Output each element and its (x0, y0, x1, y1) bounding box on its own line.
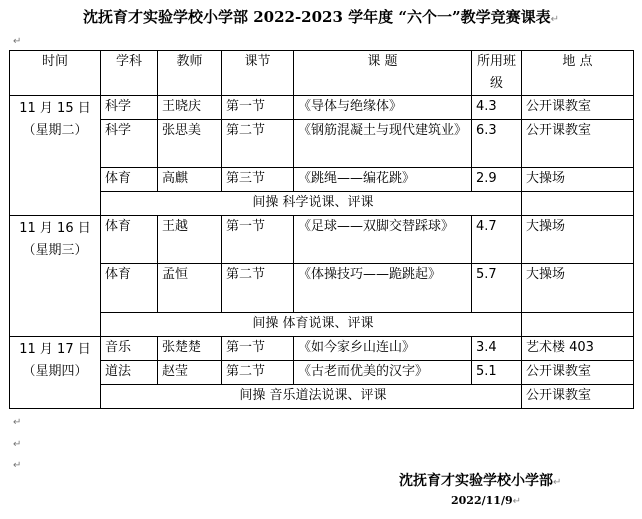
teacher-cell: 张楚楚 (158, 337, 222, 361)
header-subject: 学科 (101, 51, 158, 96)
class-cell: 5.7 (472, 264, 522, 313)
paragraph-mark-icon: ↵ (13, 417, 22, 428)
header-row (10, 51, 634, 96)
class-cell: 3.4 (472, 337, 522, 361)
teacher-cell: 王晓庆 (158, 96, 222, 120)
class-cell: 5.1 (472, 361, 522, 385)
paragraph-mark-icon: ↵ (550, 14, 560, 25)
table-row (10, 361, 634, 385)
subject-cell: 道法 (101, 361, 158, 385)
weekday-text: （星期四） (22, 364, 88, 379)
teacher-cell: 高麒 (158, 168, 222, 192)
interval-row (10, 192, 634, 216)
weekday-text: （星期三） (22, 243, 88, 258)
interval-place-cell (522, 192, 634, 216)
topic-cell: 《体操技巧——跪跳起》 (294, 264, 472, 313)
period-cell: 第二节 (222, 120, 294, 168)
place-cell: 公开课教室 (522, 96, 634, 120)
interval-row (10, 313, 634, 337)
topic-cell: 《钢筋混凝土与现代建筑业》 (294, 120, 472, 168)
interval-place-cell: 公开课教室 (522, 385, 634, 409)
topic-cell: 《导体与绝缘体》 (294, 96, 472, 120)
place-cell: 大操场 (522, 216, 634, 264)
place-cell: 公开课教室 (522, 120, 634, 168)
page-title (0, 6, 642, 27)
subject-cell: 科学 (101, 120, 158, 168)
footer-organization (399, 470, 561, 490)
interval-cell: 间操 科学说课、评课 (101, 192, 522, 216)
date-cell (10, 337, 101, 409)
footer-date-text: 2022/11/9 (451, 494, 513, 507)
place-cell: 艺术楼 403 (522, 337, 634, 361)
date-text: 11 月 15 日 (19, 101, 91, 116)
period-cell: 第三节 (222, 168, 294, 192)
date-cell (10, 96, 101, 216)
date-text: 11 月 17 日 (19, 342, 91, 357)
table-row (10, 120, 634, 168)
table-row (10, 96, 634, 120)
date-cell (10, 216, 101, 337)
schedule-table (9, 50, 634, 409)
interval-place-cell (522, 313, 634, 337)
subject-cell: 科学 (101, 96, 158, 120)
teacher-cell: 张思美 (158, 120, 222, 168)
subject-cell: 体育 (101, 168, 158, 192)
class-cell: 4.7 (472, 216, 522, 264)
header-time: 时间 (10, 51, 101, 96)
paragraph-mark-icon: ↵ (13, 439, 22, 450)
period-cell: 第二节 (222, 361, 294, 385)
page-title-text: 沈抚育才实验学校小学部 2022-2023 学年度 “六个一”教学竞赛课表 (82, 8, 551, 26)
weekday-text: （星期二） (22, 123, 88, 138)
interval-cell: 间操 体育说课、评课 (101, 313, 522, 337)
teacher-cell: 孟恒 (158, 264, 222, 313)
place-cell: 大操场 (522, 264, 634, 313)
footer-organization-text: 沈抚育才实验学校小学部 (399, 473, 553, 489)
header-place: 地 点 (522, 51, 634, 96)
topic-cell: 《古老而优美的汉字》 (294, 361, 472, 385)
header-class: 所用班级 (472, 51, 522, 96)
interval-cell: 间操 音乐道法说课、评课 (101, 385, 522, 409)
class-cell: 4.3 (472, 96, 522, 120)
table-row (10, 168, 634, 192)
paragraph-mark-icon: ↵ (553, 477, 562, 488)
table-row (10, 264, 634, 313)
paragraph-mark-icon: ↵ (13, 460, 22, 471)
header-teacher: 教师 (158, 51, 222, 96)
period-cell: 第二节 (222, 264, 294, 313)
date-text: 11 月 16 日 (19, 221, 91, 236)
class-cell: 6.3 (472, 120, 522, 168)
topic-cell: 《足球——双脚交替踩球》 (294, 216, 472, 264)
footer-date (451, 494, 521, 507)
period-cell: 第一节 (222, 216, 294, 264)
topic-cell: 《跳绳——编花跳》 (294, 168, 472, 192)
place-cell: 大操场 (522, 168, 634, 192)
teacher-cell: 赵莹 (158, 361, 222, 385)
header-period: 课节 (222, 51, 294, 96)
paragraph-mark-icon: ↵ (13, 36, 22, 47)
subject-cell: 音乐 (101, 337, 158, 361)
subject-cell: 体育 (101, 264, 158, 313)
table-row (10, 216, 634, 264)
period-cell: 第一节 (222, 96, 294, 120)
class-cell: 2.9 (472, 168, 522, 192)
period-cell: 第一节 (222, 337, 294, 361)
subject-cell: 体育 (101, 216, 158, 264)
table-row (10, 337, 634, 361)
topic-cell: 《如今家乡山连山》 (294, 337, 472, 361)
place-cell: 公开课教室 (522, 361, 634, 385)
header-topic: 课 题 (294, 51, 472, 96)
teacher-cell: 王越 (158, 216, 222, 264)
paragraph-mark-icon: ↵ (512, 496, 522, 507)
interval-row (10, 385, 634, 409)
